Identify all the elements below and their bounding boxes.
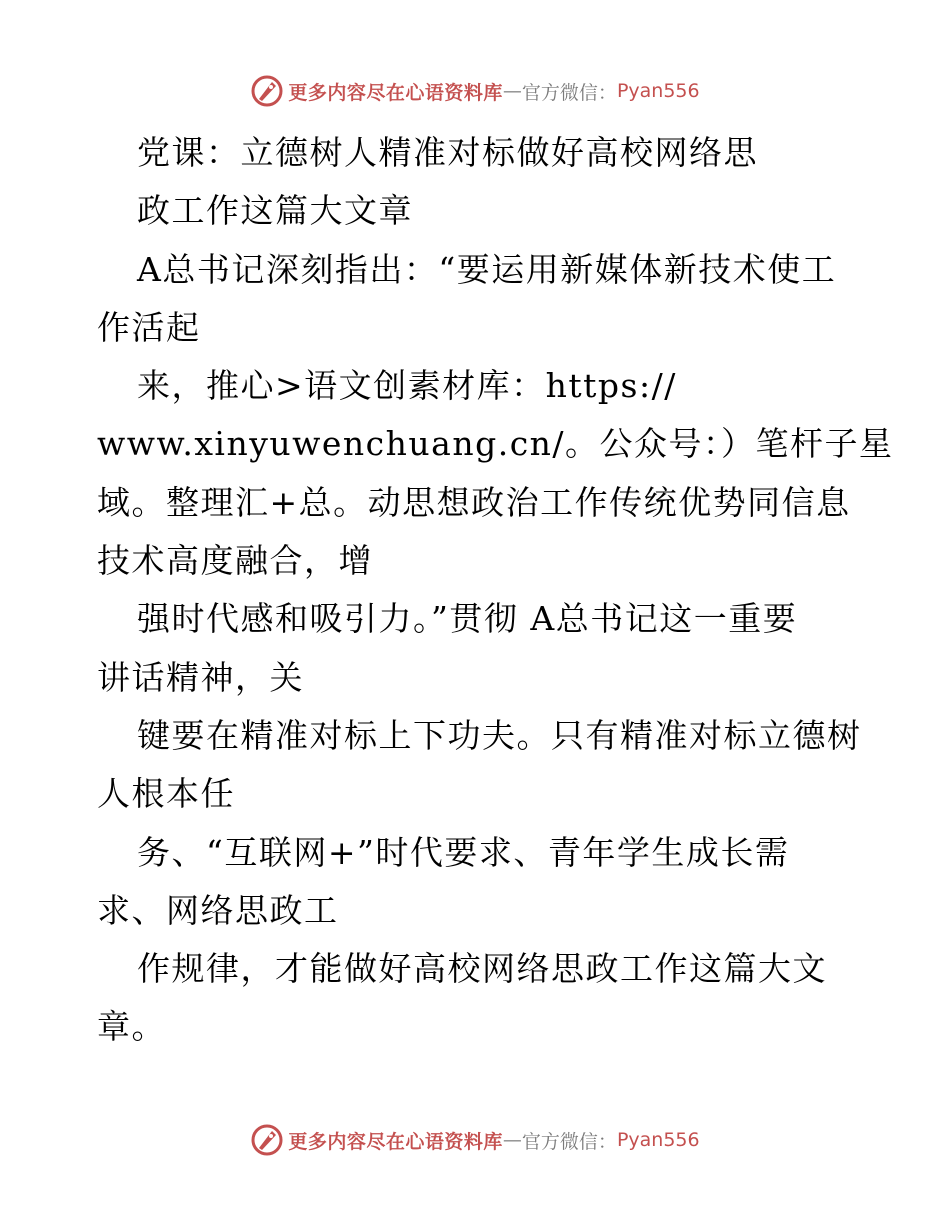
wechat-id: Pyan556 bbox=[616, 80, 700, 102]
doc-line: 域。整理汇+总。动思想政治工作传统优势同信息 bbox=[97, 482, 851, 522]
doc-line: 强时代感和吸引力。”贯彻 A总书记这一重要 bbox=[137, 599, 798, 639]
footer-banner bbox=[0, 1120, 950, 1160]
doc-line: 键要在精准对标上下功夫。只有精准对标立德树 bbox=[137, 715, 862, 755]
document-body bbox=[97, 124, 894, 1057]
doc-line: 务、“互联网+”时代要求、青年学生成长需 bbox=[137, 832, 790, 872]
doc-line: 章。 bbox=[97, 1007, 166, 1047]
pen-nib-circle-icon bbox=[250, 74, 284, 108]
doc-line: 作规律，才能做好高校网络思政工作这篇大文 bbox=[137, 949, 827, 989]
doc-line: 讲话精神，关 bbox=[97, 657, 304, 697]
header-banner bbox=[0, 71, 950, 111]
wechat-label: 官方微信： bbox=[521, 81, 617, 104]
doc-line: A总书记深刻指出：“要运用新媒体新技术使工 bbox=[137, 249, 837, 289]
doc-line: 政工作这篇大文章 bbox=[137, 191, 413, 231]
banner-text: 更多内容尽在心语资料库 bbox=[288, 1130, 503, 1153]
doc-line: 党课：立德树人精准对标做好高校网络思 bbox=[137, 133, 758, 172]
doc-line: 人根本任 bbox=[97, 774, 235, 814]
wechat-id: Pyan556 bbox=[616, 1129, 700, 1151]
doc-line: 作活起 bbox=[97, 307, 201, 347]
banner-text: 更多内容尽在心语资料库 bbox=[288, 81, 503, 104]
pen-nib-circle-icon bbox=[250, 1123, 284, 1157]
doc-line: www.xinyuwenchuang.cn/。公众号：）笔杆子星 bbox=[97, 424, 894, 464]
doc-line: 来，推心>语文创素材库：https:// bbox=[137, 366, 677, 406]
wechat-label: 官方微信： bbox=[521, 1130, 617, 1153]
banner-separator: — bbox=[502, 1129, 522, 1151]
doc-line: 技术高度融合，增 bbox=[97, 541, 373, 581]
banner-separator: — bbox=[502, 80, 522, 102]
doc-line: 求、网络思政工 bbox=[97, 890, 339, 930]
